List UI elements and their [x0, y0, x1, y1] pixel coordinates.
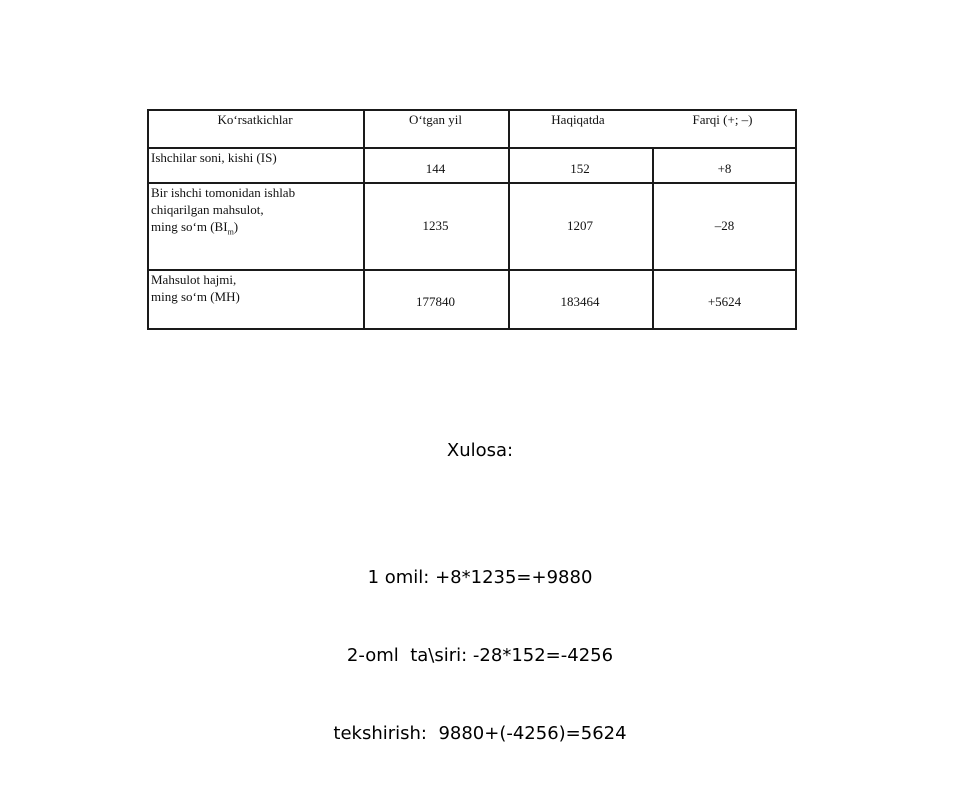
row-label-line: ming so‘m (BI	[151, 219, 228, 234]
cell-last-year: 144	[425, 161, 446, 176]
row-label-line: Bir ishchi tomonidan ishlab	[151, 185, 296, 200]
row-label-line: Ishchilar soni, kishi (IS)	[151, 150, 277, 165]
cell-actual: 1207	[567, 218, 593, 233]
header-difference: Farqi (+; –)	[692, 111, 753, 127]
conclusion-calculations	[0, 513, 960, 799]
cell-actual: 183464	[560, 293, 600, 309]
header-actual: Haqiqatda	[551, 111, 605, 127]
row-label-line: Mahsulot hajmi,	[151, 272, 237, 287]
row-label-workers	[147, 147, 363, 182]
row-label-subscript: m	[227, 227, 234, 237]
calc-line-factor-2: 2-oml ta\siri: -28*152=-4256	[346, 645, 614, 666]
calc-line-check: tekshirish: 9880+(-4256)=5624	[333, 723, 627, 744]
row-label-output-per-worker	[147, 182, 363, 269]
cell-difference: +8	[717, 161, 732, 176]
cell-difference: +5624	[707, 293, 742, 309]
header-last-year: O‘tgan yil	[408, 111, 463, 127]
cell-difference: –28	[714, 218, 735, 233]
row-label-tail: )	[233, 219, 239, 234]
row-label-output-volume	[147, 269, 363, 328]
cell-last-year: 1235	[422, 218, 449, 233]
calc-line-factor-1: 1 omil: +8*1235=+9880	[367, 567, 593, 588]
row-label-line-with-sub	[151, 218, 359, 235]
indicators-table	[147, 109, 797, 329]
row-label-line: chiqarilgan mahsulot,	[151, 202, 264, 217]
row-label-line: ming so‘m (MH)	[151, 289, 240, 304]
header-indicators: Ko‘rsatkichlar	[217, 111, 293, 127]
cell-actual: 152	[570, 161, 590, 176]
conclusion-title: Xulosa:	[446, 440, 514, 461]
cell-last-year: 177840	[416, 293, 455, 309]
table-border-bottom	[147, 328, 797, 330]
